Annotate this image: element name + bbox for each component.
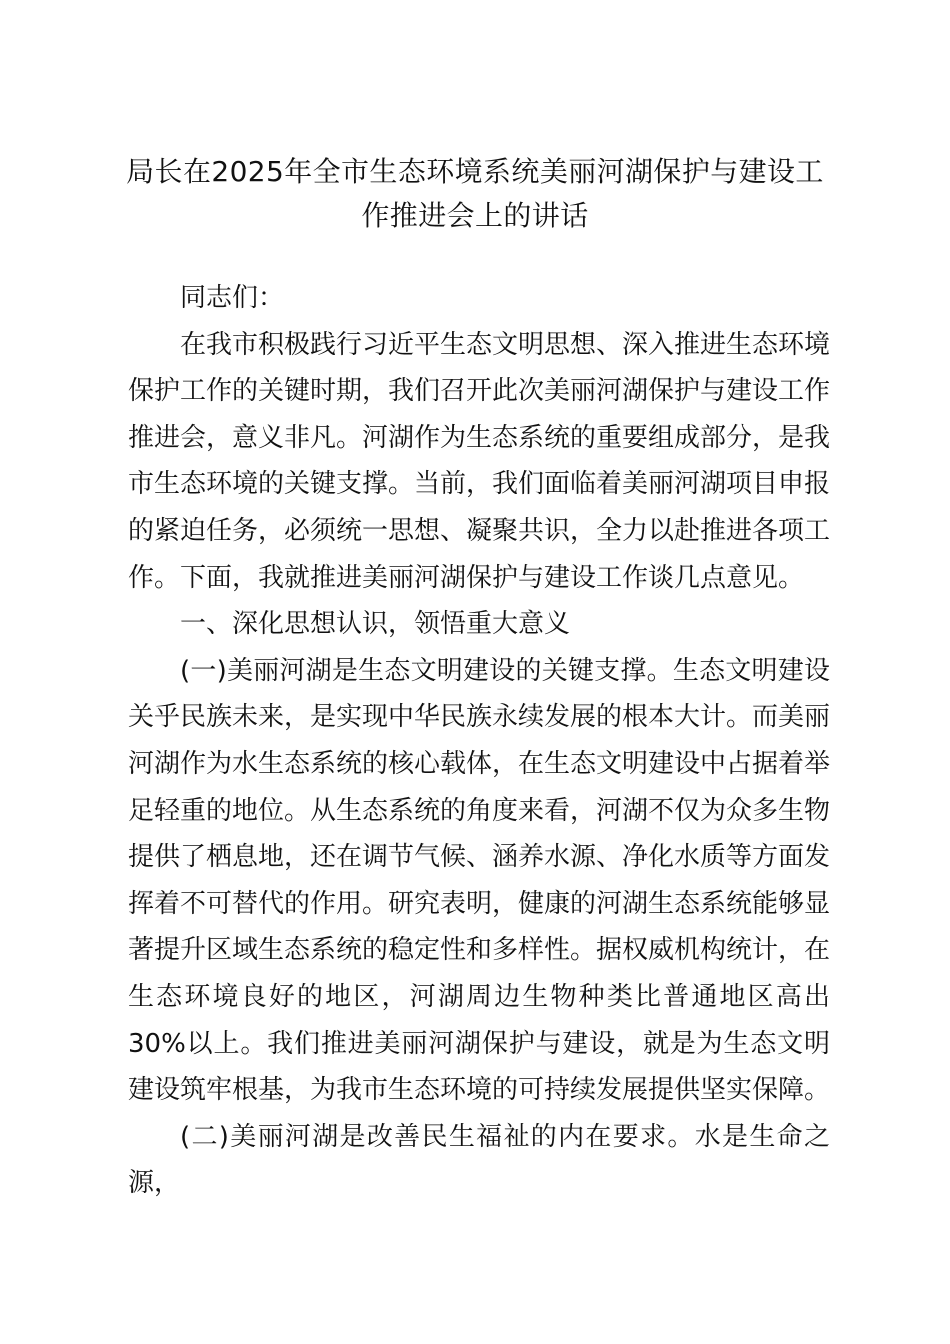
section-heading-1: 一、深化思想认识，领悟重大意义 [180, 609, 571, 640]
paragraph-point-1: (一)美丽河湖是生态文明建设的关键支撑。生态文明建设关乎民族未来，是实现中华民族永续发展的根本大计。而美丽河湖作为水生态系统的核心载体，在生态文明建设中占据着举足轻重的地位。从生态系统的角度来看，河湖不仅为众多生物提供了栖息地，还在调节气候、涵养水源、净化水质等方面发挥着不可替代的作用。研究表明，健康的河湖生态系统能够显著提升区域生态系统的稳定性和多样性。据权威机构统计，在生态环境良好的地区，河湖周边生物种类比普通地区高出30%以上。我们推进美丽河湖保护与建设，就是为生态文明建设筑牢根基，为我市生态环境的可持续发展提供坚实保障。 [128, 655, 831, 1106]
salutation: 同志们： [180, 283, 285, 313]
document-body [128, 275, 830, 1207]
paragraph-intro: 在我市积极践行习近平生态文明思想、深入推进生态环境保护工作的关键时期，我们召开此次美丽河湖保护与建设工作推进会，意义非凡。河湖作为生态系统的重要组成部分，是我市生态环境的关键支撑。当前，我们面临着美丽河湖项目申报的紧迫任务，必须统一思想、凝聚共识，全力以赴推进各项工作。下面，我就推进美丽河湖保护与建设工作谈几点意见。 [128, 329, 831, 593]
paragraph-point-2: (二)美丽河湖是改善民生福祉的内在要求。水是生命之源， [128, 1121, 830, 1199]
document-title: 局长在2025年全市生态环境系统美丽河湖保护与建设工作推进会上的讲话 [126, 155, 824, 232]
